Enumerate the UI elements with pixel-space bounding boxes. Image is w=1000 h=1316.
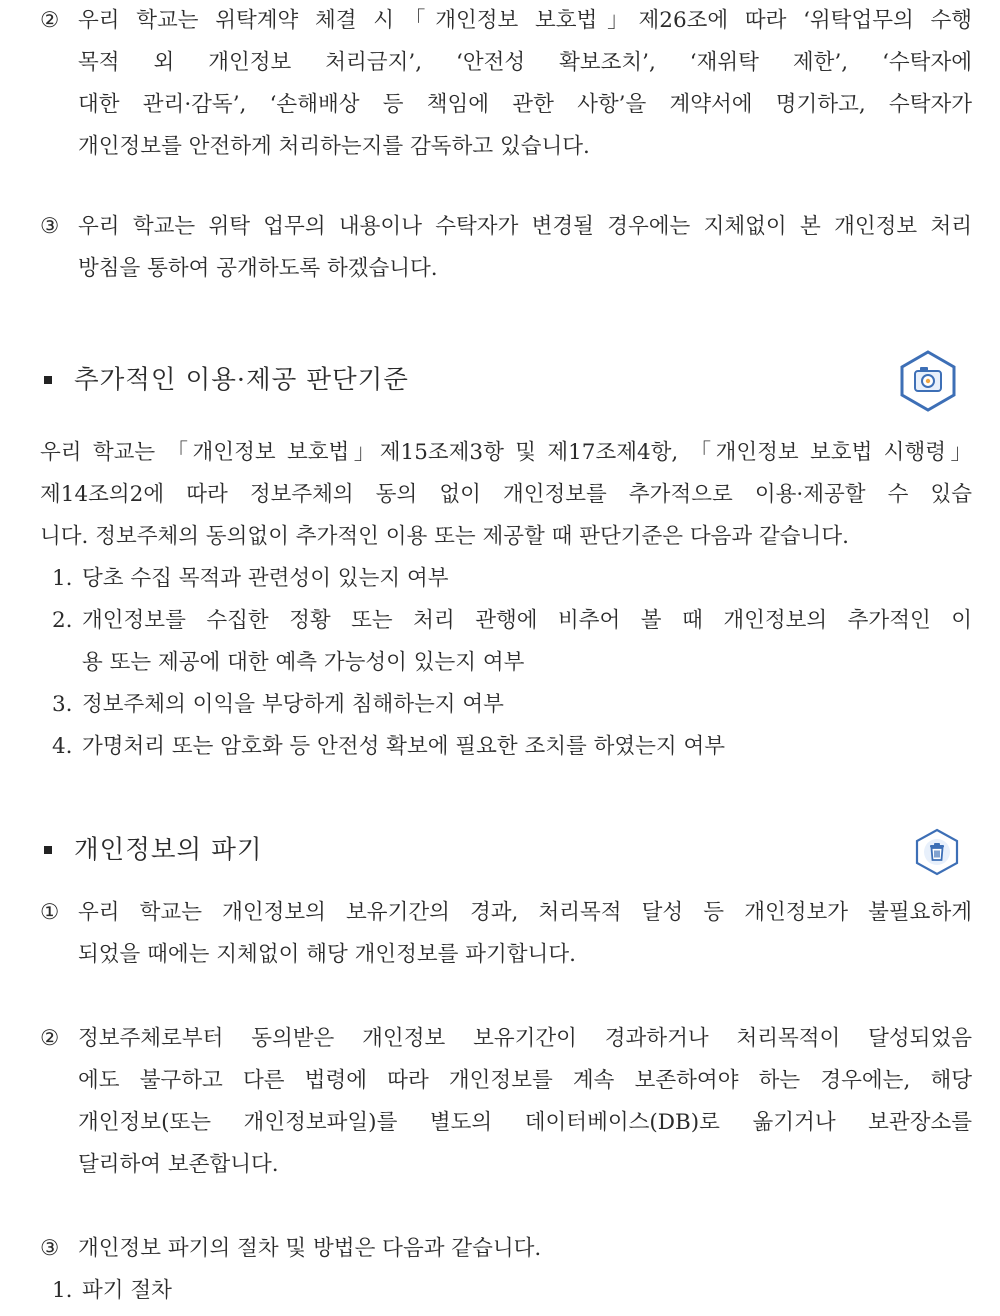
paragraph-marker: ③	[40, 214, 60, 239]
criteria-list	[52, 558, 972, 768]
paragraph-line: 되었을 때에는 지체없이 해당 개인정보를 파기합니다.	[78, 942, 576, 967]
paragraph-1-destruction	[40, 892, 972, 976]
paragraph-line: 우리 학교는 개인정보의 보유기간의 경과, 처리목적 달성 등 개인정보가 불필요하게	[78, 900, 972, 925]
paragraph-2-retention	[40, 1018, 972, 1186]
paragraph-line: 정보주체로부터 동의받은 개인정보 보유기간이 경과하거나 처리목적이 달성되었음	[78, 1026, 972, 1051]
paragraph-marker: ②	[40, 8, 60, 33]
intro-line: 니다. 정보주체의 동의없이 추가적인 이용 또는 제공할 때 판단기준은 다음과 같습니다.	[40, 524, 849, 549]
paragraph-line: 달리하여 보존합니다.	[78, 1152, 279, 1177]
list-item-text: 정보주체의 이익을 부당하게 침해하는지 여부	[82, 692, 504, 717]
paragraph-line: 개인정보를 안전하게 처리하는지를 감독하고 있습니다.	[78, 134, 590, 159]
paragraph-3-procedure	[40, 1228, 972, 1270]
list-number: 1.	[52, 566, 73, 591]
list-number: 3.	[52, 692, 73, 717]
section-title: 추가적인 이용·제공 판단기준	[74, 365, 409, 395]
list-number: 4.	[52, 734, 73, 759]
list-item	[52, 684, 972, 726]
list-item-text: 용 또는 제공에 대한 예측 가능성이 있는지 여부	[82, 650, 525, 675]
paragraph-line: 목적 외 개인정보 처리금지’, ‘안전성 확보조치’, ‘재위탁 제한’, ‘수탁자에	[78, 50, 972, 75]
list-item	[52, 558, 972, 600]
intro-line: 우리 학교는 「개인정보 보호법」제15조제3항 및 제17조제4항, 「개인정보 보호법 시행령」	[40, 440, 972, 465]
list-item	[52, 1270, 972, 1312]
paragraph-line: 에도 불구하고 다른 법령에 따라 개인정보를 계속 보존하여야 하는 경우에는, 해당	[78, 1068, 972, 1093]
procedure-list	[52, 1270, 972, 1312]
paragraph-line: 개인정보(또는 개인정보파일)를 별도의 데이터베이스(DB)로 옮기거나 보관장소를	[78, 1110, 972, 1135]
list-item-text: 파기 절차	[82, 1278, 172, 1303]
list-item-text: 당초 수집 목적과 관련성이 있는지 여부	[82, 566, 449, 591]
intro-line: 제14조의2에 따라 정보주체의 동의 없이 개인정보를 추가적으로 이용·제공할 수 있습	[40, 482, 972, 507]
list-item	[52, 726, 972, 768]
paragraph-line: 방침을 통하여 공개하도록 하겠습니다.	[78, 256, 438, 281]
paragraph-marker: ①	[40, 900, 60, 925]
paragraph-line: 개인정보 파기의 절차 및 방법은 다음과 같습니다.	[78, 1236, 542, 1261]
section-title: 개인정보의 파기	[74, 835, 263, 865]
list-number: 2.	[52, 608, 73, 633]
paragraph-2-entrustment-contract	[40, 0, 972, 168]
heading-bullet	[44, 846, 52, 854]
paragraph-3-change-notice	[40, 206, 972, 290]
heading-bullet	[44, 376, 52, 384]
paragraph-line: 우리 학교는 위탁계약 체결 시「개인정보 보호법」제26조에 따라 ‘위탁업무의 수행	[78, 8, 972, 33]
paragraph-line: 우리 학교는 위탁 업무의 내용이나 수탁자가 변경될 경우에는 지체없이 본 개인정보 처리	[78, 214, 972, 239]
list-item-text: 개인정보를 수집한 정황 또는 처리 관행에 비추어 볼 때 개인정보의 추가적인 이	[82, 608, 972, 633]
section-heading-destruction	[44, 830, 263, 870]
paragraph-marker: ②	[40, 1026, 60, 1051]
list-item-text: 가명처리 또는 암호화 등 안전성 확보에 필요한 조치를 하였는지 여부	[82, 734, 726, 759]
list-item	[52, 600, 972, 684]
trash-icon	[914, 828, 960, 876]
list-number: 1.	[52, 1278, 73, 1303]
paragraph-line: 대한 관리·감독’, ‘손해배상 등 책임에 관한 사항’을 계약서에 명기하고, 수탁자가	[78, 92, 972, 117]
camera-icon	[898, 350, 958, 412]
paragraph-marker: ③	[40, 1236, 60, 1261]
additional-use-intro	[40, 432, 972, 558]
section-heading-additional-use	[44, 360, 409, 400]
